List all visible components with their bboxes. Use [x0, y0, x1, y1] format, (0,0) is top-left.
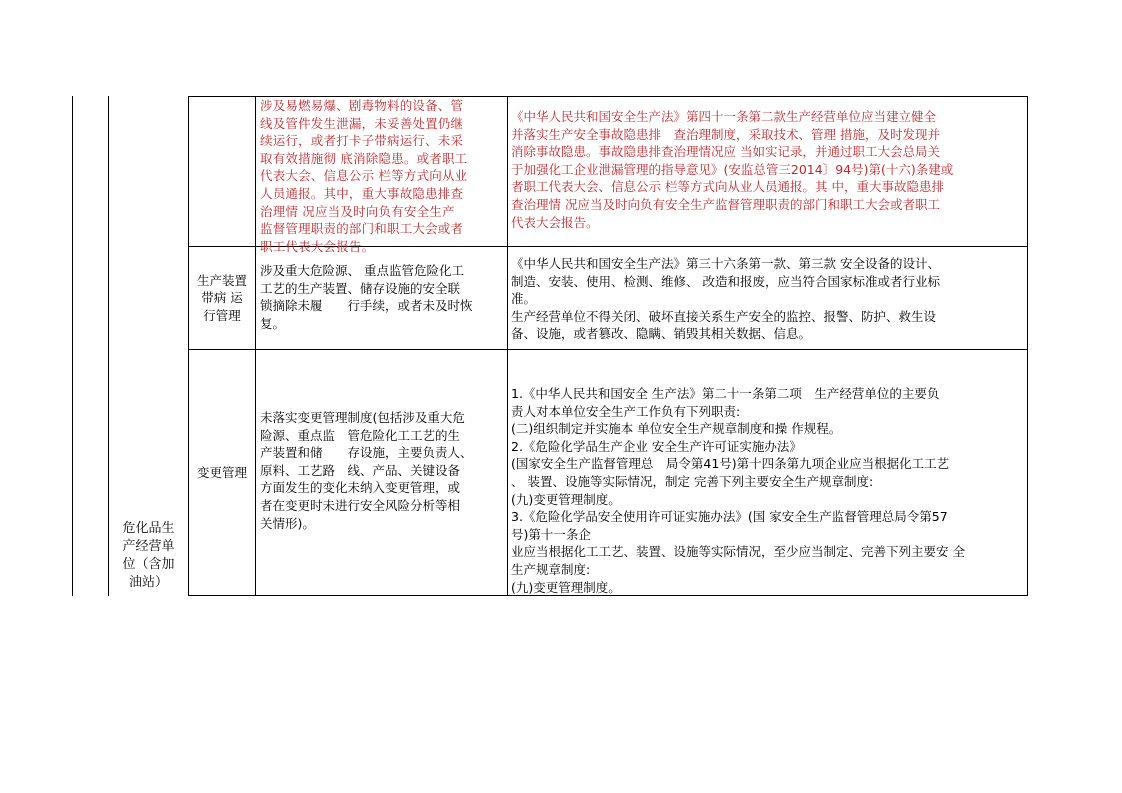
row-1-basis: 《中华人民共和国安全生产法》第四十一条第二款生产经营单位应当建立健全 并落实生产安全事故隐患排 查治理制度，采取技术、管理 措施，及时发现并 消除事故隐患。事故隐患排查治理情况应 当如实记录，并通过职工大会总局关 于加强化工企业泄漏管理的指导意见》(安监总管三2014〕94号)第(十六)条建或 者职工代表大会、信息公示 栏等方式向从业人员通报。其 中，重大事故隐患排 查治理情 况应当及时向负有安全生产监督管理职责的部门和职工大会或者职工 代表大会报告。 — [511, 109, 954, 230]
row-2-basis: 《中华人民共和国安全生产法》第三十六条第一款、第三款 安全设备的设计、 制造、安装、使用、检测、维修、 改造和报废，应当符合国家标准或者行业标 准。 生产经营单位不得关闭、破坏直接关系生产安全的监控、报警、防护、救生设 备、设施，或者篡改、隐瞒、销毁其相关数据、信息。 — [511, 256, 940, 342]
row-2-subcategory: 生产装置 带病 运 行管理 — [196, 272, 247, 323]
grid-line — [1027, 96, 1028, 596]
row-3-basis: 1.《中华人民共和国安全 生产法》第二十一条第二项 生产经营单位的主要负 责人对本单位安全生产工作负有下列职责: (二)组织制定并实施本 单位安全生产规章制度和操 作规程。 2.《危险化学品生产企业 安全生产许可证实施办法》 (国家安全生产监督管理总 局令第41号)第十四条第九项企业应当根据化工工艺 、 装置、设施等实际情况，制定 完善下列主要安全生产规章制度: (九)变更管理制度。 3.《危险化学品安全使用许可证实施办法》(国 家安全生产监督管理总局令第57 号)第十一条企 业应当根据化工工艺、装置、设施等实际情况，至少应当制定、完善下列主要安 全 生产规章制度: (九)变更管理制度。 — [511, 386, 965, 595]
row-3-description: 未落实变更管理制度(包括涉及重大危 险源、重点监 管危险化工工艺的生 产装置和储 存设施，主要负责人、 原料、工艺路 线、产品、关键设备 方面发生的变化未纳入变更管理，或 者在变更时未进行安全风险分析等相 关情形)。 — [260, 410, 473, 531]
grid-line — [255, 96, 256, 596]
row-1-subcategory — [189, 97, 255, 246]
row-2-description: 涉及重大危险源、 重点监管危险化工 工艺的生产装置、储存设施的安全联 锁摘除未履 行手续，或者未及时恢 复。 — [260, 263, 473, 331]
grid-line — [507, 96, 508, 596]
left-border-line — [72, 96, 73, 596]
grid-line — [188, 349, 1028, 350]
row-3-subcategory: 变更管理 — [196, 464, 247, 480]
row-1-description: 涉及易燃易爆、剧毒物料的设备、管 线及管件发生泄漏，未妥善处置仍继 续运行，或者打卡子带病运行、未采 取有效措施彻 底消除隐患。或者职工 代表大会、信息公示 栏等方式向从业 人员通报。其中，重大事故隐患排查 治理情 况应当及时向负有安全生产 监督管理职责的部门和职工大会或者 职工代表大会报告。 — [260, 98, 468, 254]
category-label: 危化品生 产经营单 位（含加 油站） — [122, 521, 175, 590]
